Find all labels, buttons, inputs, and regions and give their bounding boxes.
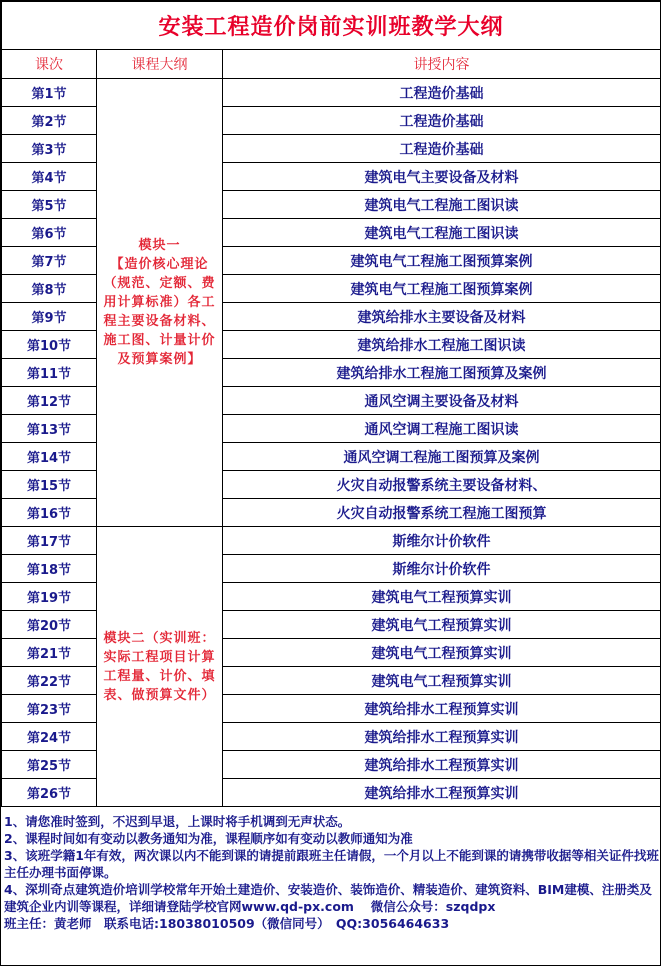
lesson-number: 第19节	[2, 583, 97, 611]
lesson-number: 第12节	[2, 387, 97, 415]
header-lesson: 课次	[2, 50, 97, 79]
lesson-content: 建筑电气工程施工图识读	[223, 219, 661, 247]
lesson-content: 建筑电气工程预算实训	[223, 611, 661, 639]
notes-section	[4, 813, 659, 932]
lesson-content: 通风空调工程施工图识读	[223, 415, 661, 443]
lesson-content: 工程造价基础	[223, 135, 661, 163]
lesson-content: 工程造价基础	[223, 79, 661, 107]
lesson-content: 火灾自动报警系统工程施工图预算	[223, 499, 661, 527]
module-1-outline: 模块一 【造价核心理论（规范、定额、费用计算标准）各工程主要设备材料、施工图、计量计价及预算案例】	[97, 79, 223, 527]
lesson-content: 建筑电气工程预算实训	[223, 667, 661, 695]
lesson-content: 建筑电气工程预算实训	[223, 639, 661, 667]
lesson-number: 第20节	[2, 611, 97, 639]
lesson-content: 建筑给排水工程预算实训	[223, 723, 661, 751]
note-4: 4、深圳奇点建筑造价培训学校常年开始土建造价、安装造价、装饰造价、精装造价、建筑资料、BIM建模、注册类及建筑企业内训等课程，详细请登陆学校官网www.qd-px.com 微信公众号：szqdpx	[4, 882, 652, 914]
lesson-content: 建筑电气工程施工图预算案例	[223, 275, 661, 303]
lesson-number: 第7节	[2, 247, 97, 275]
lesson-content: 斯维尔计价软件	[223, 527, 661, 555]
lesson-number: 第10节	[2, 331, 97, 359]
lesson-content: 建筑给排水工程施工图预算及案例	[223, 359, 661, 387]
lesson-content: 建筑电气工程施工图识读	[223, 191, 661, 219]
lesson-number: 第14节	[2, 443, 97, 471]
lesson-number: 第23节	[2, 695, 97, 723]
lesson-content: 建筑给排水工程施工图识读	[223, 331, 661, 359]
syllabus-table	[1, 1, 661, 807]
teacher-contact: 班主任：黄老师 联系电话:18038010509（微信同号） QQ:3056464633	[4, 916, 450, 931]
note-3: 3、该班学籍1年有效，两次课以内不能到课的请提前跟班主任请假，一个月以上不能到课的请携带收据等相关证件找班主任办理书面停课。	[4, 848, 659, 880]
lesson-content: 建筑给排水工程预算实训	[223, 779, 661, 807]
lesson-content: 建筑电气工程预算实训	[223, 583, 661, 611]
lesson-content: 建筑电气工程施工图预算案例	[223, 247, 661, 275]
lesson-content: 建筑电气主要设备及材料	[223, 163, 661, 191]
header-outline: 课程大纲	[97, 50, 223, 79]
lesson-number: 第8节	[2, 275, 97, 303]
lesson-number: 第17节	[2, 527, 97, 555]
lesson-number: 第25节	[2, 751, 97, 779]
lesson-number: 第11节	[2, 359, 97, 387]
lesson-content: 建筑给排水工程预算实训	[223, 751, 661, 779]
lesson-number: 第3节	[2, 135, 97, 163]
lesson-number: 第21节	[2, 639, 97, 667]
lesson-number: 第9节	[2, 303, 97, 331]
lesson-number: 第4节	[2, 163, 97, 191]
lesson-content: 建筑给排水主要设备及材料	[223, 303, 661, 331]
lesson-number: 第24节	[2, 723, 97, 751]
lesson-number: 第22节	[2, 667, 97, 695]
lesson-content: 通风空调工程施工图预算及案例	[223, 443, 661, 471]
lesson-content: 斯维尔计价软件	[223, 555, 661, 583]
lesson-content: 火灾自动报警系统主要设备材料、	[223, 471, 661, 499]
lesson-content: 工程造价基础	[223, 107, 661, 135]
lesson-number: 第1节	[2, 79, 97, 107]
page-title: 安装工程造价岗前实训班教学大纲	[2, 2, 661, 50]
table-row	[2, 527, 661, 555]
lesson-number: 第6节	[2, 219, 97, 247]
lesson-content: 通风空调主要设备及材料	[223, 387, 661, 415]
note-2: 2、课程时间如有变动以教务通知为准，课程顺序如有变动以教师通知为准	[4, 831, 413, 846]
lesson-number: 第13节	[2, 415, 97, 443]
lesson-content: 建筑给排水工程预算实训	[223, 695, 661, 723]
lesson-number: 第2节	[2, 107, 97, 135]
lesson-number: 第5节	[2, 191, 97, 219]
note-1: 1、请您准时签到，不迟到早退，上课时将手机调到无声状态。	[4, 814, 351, 829]
module-2-outline: 模块二（实训班：实际工程项目计算工程量、计价、填表、做预算文件）	[97, 527, 223, 807]
lesson-number: 第18节	[2, 555, 97, 583]
header-content: 讲授内容	[223, 50, 661, 79]
lesson-number: 第16节	[2, 499, 97, 527]
lesson-number: 第15节	[2, 471, 97, 499]
lesson-number: 第26节	[2, 779, 97, 807]
table-row	[2, 79, 661, 107]
